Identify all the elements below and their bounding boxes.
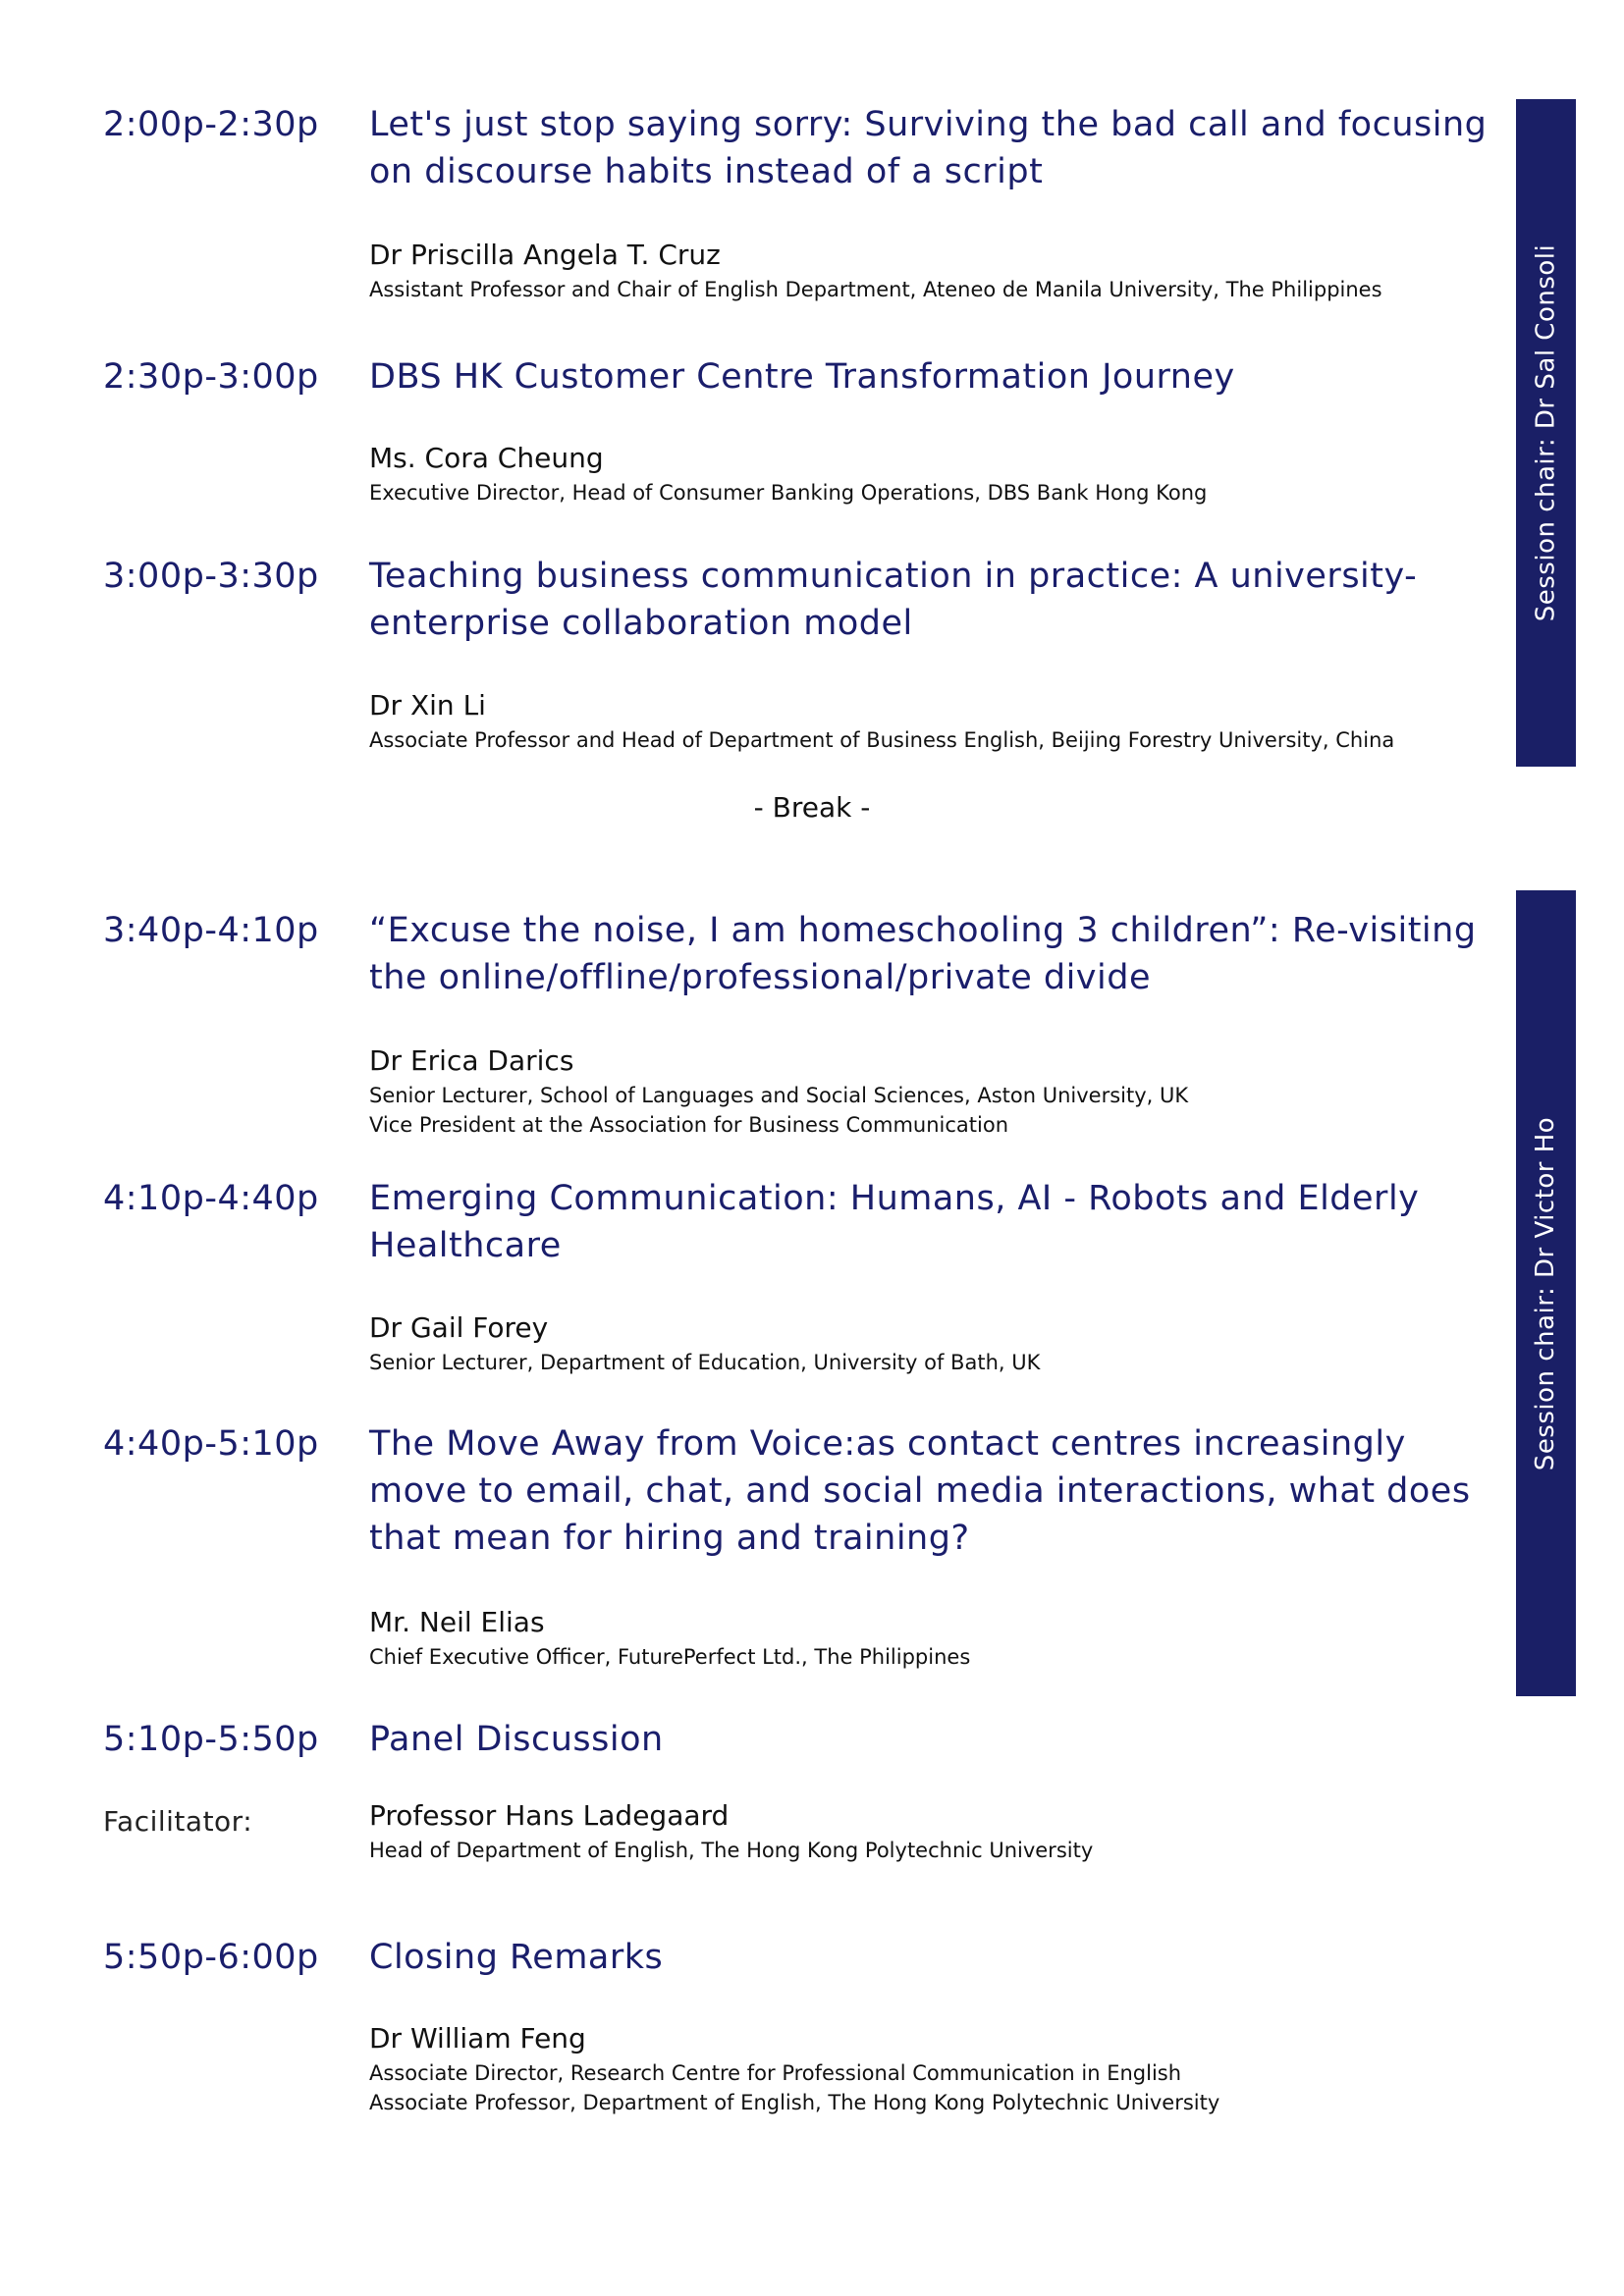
- speaker-affiliation: Head of Department of English, The Hong Kong Polytechnic University: [369, 1839, 1094, 1862]
- speaker-affiliation: Chief Executive Officer, FuturePerfect Ltd., The Philippines: [369, 1645, 971, 1669]
- speaker-affiliation: Associate Professor, Department of English, The Hong Kong Polytechnic University: [369, 2091, 1220, 2114]
- speaker-affiliation: Senior Lecturer, School of Languages and Social Sciences, Aston University, UK: [369, 1084, 1189, 1107]
- speaker-affiliation: Vice President at the Association for Business Communication: [369, 1113, 1009, 1137]
- talk-title: Emerging Communication: Humans, AI - Robots and Elderly Healthcare: [369, 1179, 1420, 1265]
- talk-title: “Excuse the noise, I am homeschooling 3 children”: Re-visiting the online/offline/professional/private divide: [369, 911, 1477, 997]
- talk-title: Closing Remarks: [369, 1938, 664, 1977]
- time-slot: 2:30p-3:00p: [103, 357, 319, 397]
- time-slot: 4:10p-4:40p: [103, 1179, 319, 1218]
- speaker-affiliation: Associate Director, Research Centre for Professional Communication in English: [369, 2061, 1182, 2085]
- time-slot: 5:50p-6:00p: [103, 1938, 319, 1977]
- session-chair-bar-2: [1516, 890, 1576, 1696]
- speaker-affiliation: Executive Director, Head of Consumer Banking Operations, DBS Bank Hong Kong: [369, 481, 1208, 505]
- break-label: - Break -: [753, 791, 871, 824]
- time-slot: 3:00p-3:30p: [103, 557, 319, 596]
- time-slot: 3:40p-4:10p: [103, 911, 319, 950]
- time-slot: 2:00p-2:30p: [103, 105, 319, 144]
- time-slot: 4:40p-5:10p: [103, 1424, 319, 1464]
- talk-title: DBS HK Customer Centre Transformation Journey: [369, 357, 1235, 397]
- speaker-name: Dr Priscilla Angela T. Cruz: [369, 239, 721, 271]
- talk-title: Let's just stop saying sorry: Surviving the bad call and focusing on discourse habits instead of a script: [369, 105, 1488, 191]
- speaker-name: Dr Gail Forey: [369, 1311, 549, 1344]
- session-chair-bar-1: [1516, 99, 1576, 767]
- time-slot: 5:10p-5:50p: [103, 1720, 319, 1759]
- facilitator-label: Facilitator:: [103, 1805, 253, 1838]
- speaker-affiliation: Senior Lecturer, Department of Education, University of Bath, UK: [369, 1351, 1041, 1374]
- speaker-name: Dr Erica Darics: [369, 1044, 574, 1077]
- speaker-name: Mr. Neil Elias: [369, 1606, 545, 1638]
- speaker-name: Dr William Feng: [369, 2022, 586, 2055]
- speaker-name: Professor Hans Ladegaard: [369, 1799, 730, 1832]
- speaker-affiliation: Assistant Professor and Chair of English Department, Ateneo de Manila University, The Philippines: [369, 278, 1382, 301]
- speaker-affiliation: Associate Professor and Head of Department of Business English, Beijing Forestry University, China: [369, 728, 1395, 752]
- talk-title: Panel Discussion: [369, 1720, 664, 1759]
- talk-title: Teaching business communication in practice: A university-enterprise collaboration model: [369, 557, 1418, 643]
- session-chair-label: Session chair: Dr Sal Consoli: [1531, 243, 1561, 622]
- speaker-name: Dr Xin Li: [369, 689, 486, 721]
- speaker-name: Ms. Cora Cheung: [369, 442, 604, 474]
- session-chair-label: Session chair: Dr Victor Ho: [1531, 1116, 1561, 1470]
- talk-title: The Move Away from Voice:as contact centres increasingly move to email, chat, and social media interactions, what does that mean for hiring and training?: [369, 1424, 1471, 1558]
